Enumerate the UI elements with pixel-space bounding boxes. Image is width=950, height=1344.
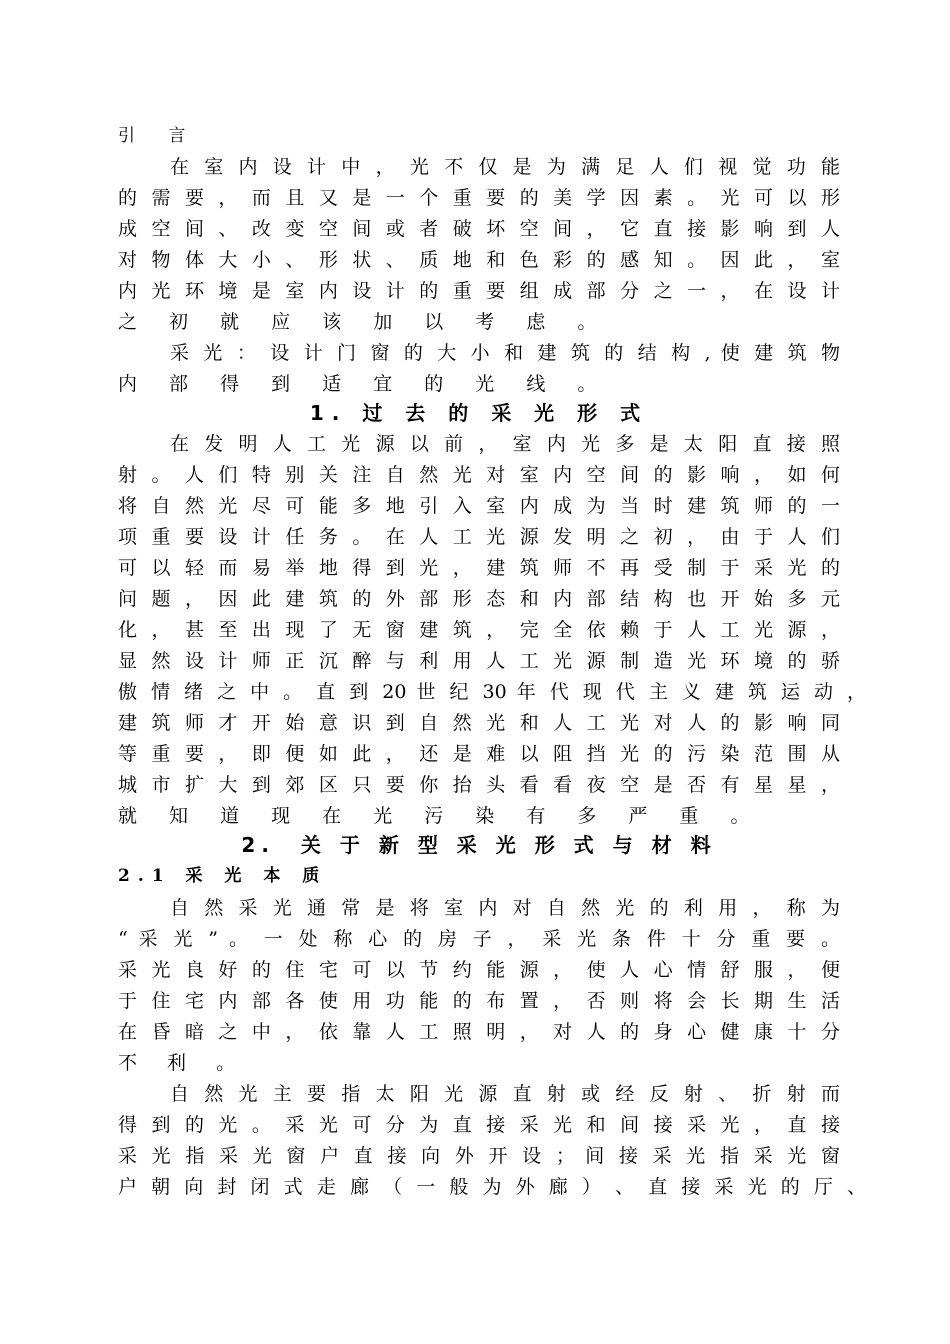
paragraph-line: 就 知 道 现 在 光 污 染 有 多 严 重 。 (118, 805, 763, 827)
paragraph-line: 采 光 良 好 的 住 宅 可 以 节 约 能 源 ， 使 人 心 情 舒 服 ， 便 (118, 959, 840, 981)
paragraph-line: 射 。 人 们 特 别 关 注 自 然 光 对 室 内 空 间 的 影 响 ， 如 何 (118, 464, 840, 486)
paragraph-line: 户 朝 向 封 闭 式 走 廊 （ 一 般 为 外 廊 ） 、 直 接 采 光 的 厅 、 (118, 1176, 866, 1198)
paragraph-line: 采 光 指 采 光 窗 户 直 接 向 外 开 设 ； 间 接 采 光 指 采 光 窗 (118, 1145, 840, 1167)
paragraph-line: 在 昏 暗 之 中 ， 依 靠 人 工 照 明 ， 对 人 的 身 心 健 康 十 分 (118, 1021, 840, 1043)
section-heading: 1. 过 去 的 采 光 形 式 (309, 401, 649, 425)
intro-heading: 引 言 (118, 126, 200, 146)
paragraph-line: 得 到 的 光 。 采 光 可 分 为 直 接 采 光 和 间 接 采 光 ， 直 接 (118, 1114, 840, 1136)
section-heading: 2. 关 于 新 型 采 光 形 式 与 材 料 (241, 833, 717, 857)
paragraph-line: 成 空 间 、 改 变 空 间 或 者 破 坏 空 间 ， 它 直 接 影 响 到 人 (118, 218, 840, 240)
paragraph-line: 傲 情 绪 之 中 。 直 到 20 世 纪 30 年 代 现 代 主 义 建 筑 运 动 ， (118, 681, 866, 703)
paragraph-line: 采 光 ： 设 计 门 窗 的 大 小 和 建 筑 的 结 构 , 使 建 筑 物 (170, 342, 840, 364)
paragraph-line: 城 市 扩 大 到 郊 区 只 要 你 抬 头 看 看 夜 空 是 否 有 星 星 ， (118, 774, 840, 796)
paragraph-line: 等 重 要 ， 即 便 如 此 ， 还 是 难 以 阻 挡 光 的 污 染 范 围 从 (118, 743, 840, 765)
paragraph-line: 在 室 内 设 计 中 ， 光 不 仅 是 为 满 足 人 们 视 觉 功 能 (170, 156, 840, 178)
paragraph-line: 化 ， 甚 至 出 现 了 无 窗 建 筑 ， 完 全 依 赖 于 人 工 光 源 ， (118, 619, 840, 641)
paragraph-line: 将 自 然 光 尽 可 能 多 地 引 入 室 内 成 为 当 时 建 筑 师 的 一 (118, 495, 840, 517)
paragraph-line: 自 然 采 光 通 常 是 将 室 内 对 自 然 光 的 利 用 ， 称 为 (170, 897, 840, 919)
paragraph-line: 建 筑 师 才 开 始 意 识 到 自 然 光 和 人 工 光 对 人 的 影 响 同 (118, 712, 840, 734)
paragraph-line: 对 物 体 大 小 、 形 状 、 质 地 和 色 彩 的 感 知 。 因 此 ， 室 (118, 249, 840, 271)
subsection-heading: 2.1 采 光 本 质 (118, 866, 328, 886)
paragraph-line: 于 住 宅 内 部 各 使 用 功 能 的 布 置 ， 否 则 将 会 长 期 生 活 (118, 990, 840, 1012)
paragraph-line: 可 以 轻 而 易 举 地 得 到 光 ， 建 筑 师 不 再 受 制 于 采 光 的 (118, 557, 840, 579)
paragraph-line: 项 重 要 设 计 任 务 。 在 人 工 光 源 发 明 之 初 ， 由 于 人 们 (118, 526, 840, 548)
paragraph-line: 之 初 就 应 该 加 以 考 虑 。 (118, 311, 610, 333)
paragraph-line: 自 然 光 主 要 指 太 阳 光 源 直 射 或 经 反 射 、 折 射 而 (170, 1083, 840, 1105)
paragraph-line: 显 然 设 计 师 正 沉 醉 与 利 用 人 工 光 源 制 造 光 环 境 的 骄 (118, 650, 840, 672)
paragraph-line: 内 部 得 到 适 宜 的 光 线 。 (118, 373, 610, 395)
paragraph-line: “ 采 光 ” 。 一 处 称 心 的 房 子 ， 采 光 条 件 十 分 重 要 。 (118, 928, 840, 950)
paragraph-line: 在 发 明 人 工 光 源 以 前 ， 室 内 光 多 是 太 阳 直 接 照 (170, 433, 840, 455)
paragraph-line: 内 光 环 境 是 室 内 设 计 的 重 要 组 成 部 分 之 一 ， 在 设 计 (118, 280, 840, 302)
paragraph-line: 的 需 要 ， 而 且 又 是 一 个 重 要 的 美 学 因 素 。 光 可 以 形 (118, 187, 840, 209)
paragraph-line: 不 利 。 (118, 1052, 248, 1074)
paragraph-line: 问 题 ， 因 此 建 筑 的 外 部 形 态 和 内 部 结 构 也 开 始 多 元 (118, 588, 840, 610)
